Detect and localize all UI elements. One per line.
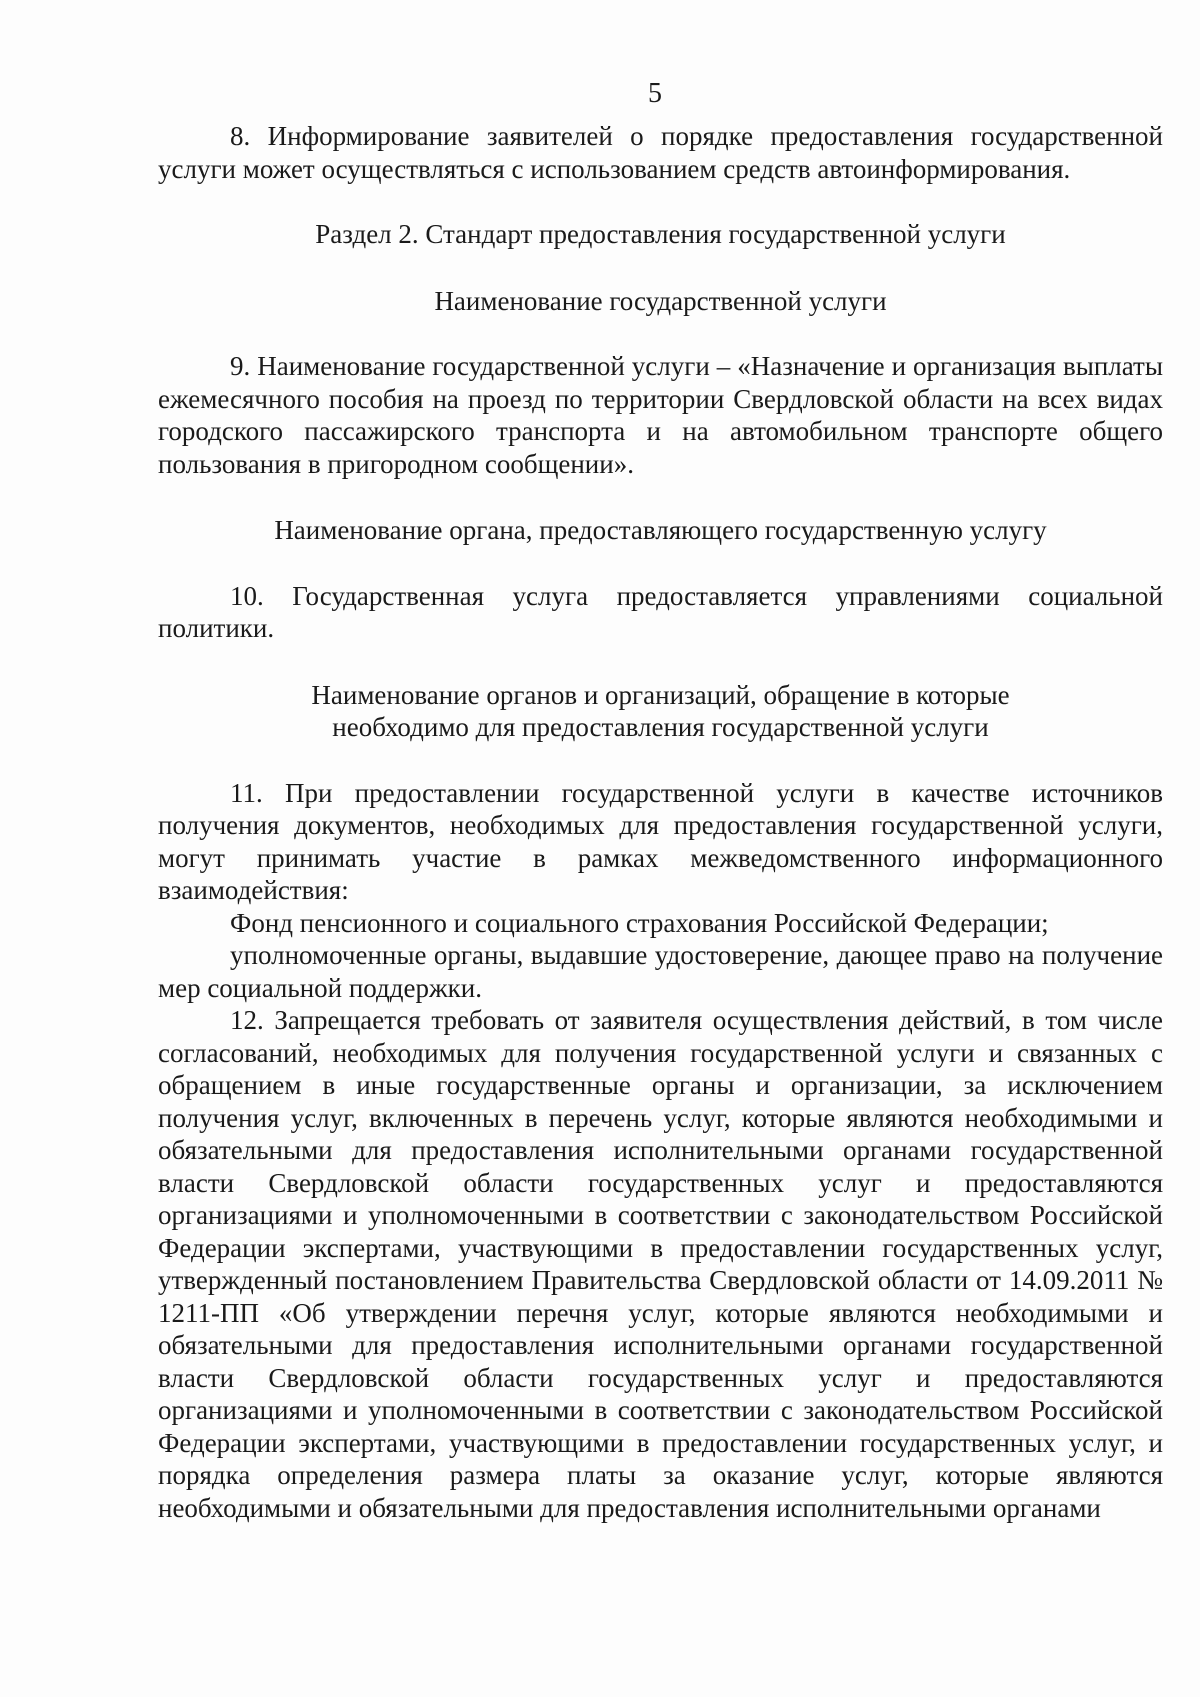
- paragraph-11-item-1: Фонд пенсионного и социального страхования Российской Федерации;: [230, 907, 1049, 938]
- paragraph-10: 10. Государственная услуга предоставляется управлениями социальной политики.: [158, 580, 1163, 643]
- page-number: 5: [648, 78, 662, 109]
- section-2-heading: Раздел 2. Стандарт предоставления государственной услуги: [315, 219, 1006, 249]
- paragraph-9: 9. Наименование государственной услуги – «Назначение и организация выплаты ежемесячного пособия на проезд по территории Свердловской области на всех видах городского пассажирского транспорта и на автомобильном транспорте общего пользования в пригородном сообщении».: [158, 351, 1163, 479]
- document-body: [158, 120, 1163, 1524]
- body-name-heading: Наименование органа, предоставляющего государственную услугу: [274, 515, 1047, 545]
- paragraph-11: 11. При предоставлении государственной услуги в качестве источников получения документов, необходимых для предоставления государственной услуги, могут принимать участие в рамках межведомственного информационного взаимодействия:: [158, 777, 1163, 905]
- paragraph-12: 12. Запрещается требовать от заявителя осуществления действий, в том числе согласований, необходимых для получения государственной услуги и связанных с обращением в иные государственные органы и организации, за исключением получения услуг, включенных в перечень услуг, которые являются необходимыми и обязательными для предоставления исполнительными органами государственной власти Свердловской области государственных услуг и предоставляются организациями и уполномоченными в соответствии с законодательством Российской Федерации экспертами, участвующими в предоставлении государственных услуг, утвержденный постановлением Правительства Свердловской области от 14.09.2011 № 1211-ПП «Об утверждении перечня услуг, которые являются необходимыми и обязательными для предоставления исполнительными органами государственной власти Свердловской области государственных услуг и предоставляются организациями и уполномоченными в соответствии с законодательством Российской Федерации экспертами, участвующими в предоставлении государственных услуг, и порядка определения размера платы за оказание услуг, которые являются необходимыми и обязательными для предоставления исполнительными органами: [158, 1005, 1163, 1523]
- organizations-heading-line-1: Наименование органов и организаций, обращение в которые: [311, 679, 1010, 710]
- paragraph-8: 8. Информирование заявителей о порядке предоставления государственной услуги может осуществляться с использованием средств автоинформирования.: [158, 121, 1163, 184]
- paragraph-11-item-2: уполномоченные органы, выдавшие удостоверение, дающее право на получение мер социальной поддержки.: [158, 940, 1163, 1003]
- organizations-heading-line-2: необходимо для предоставления государственной услуги: [332, 712, 989, 742]
- service-name-heading: Наименование государственной услуги: [434, 285, 887, 316]
